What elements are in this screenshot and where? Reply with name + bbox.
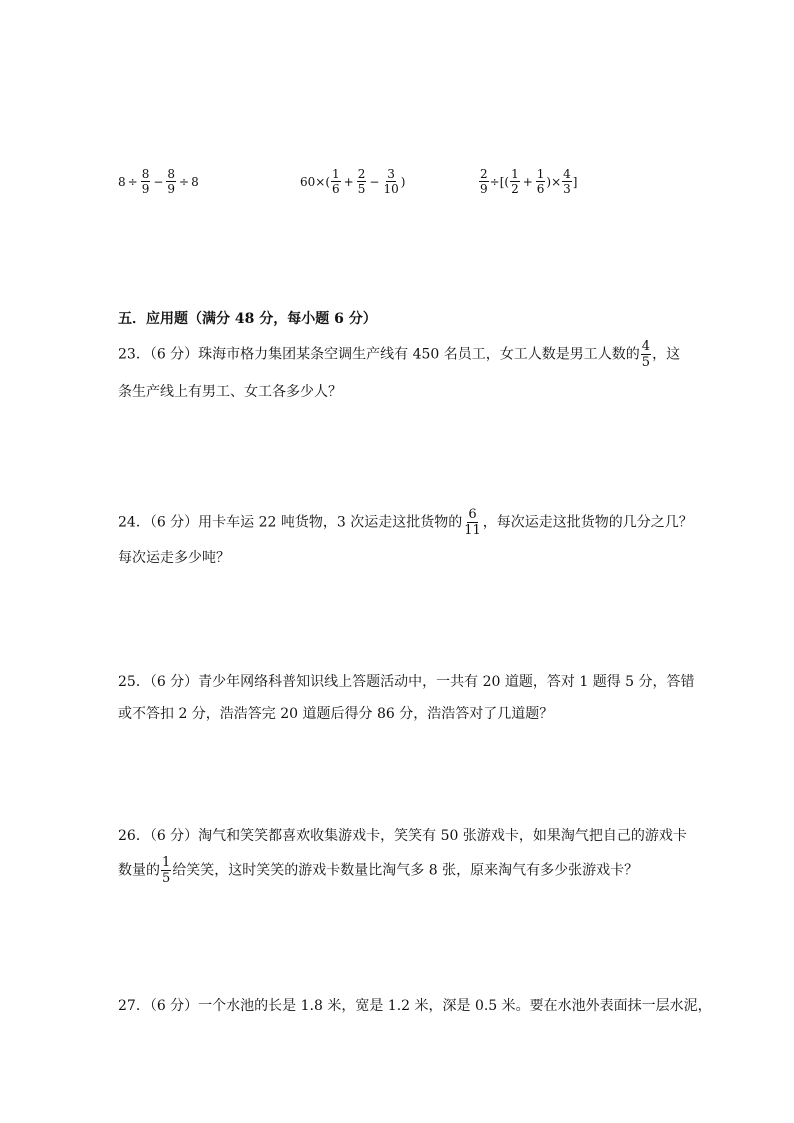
operator: ×(: [315, 174, 331, 189]
operator: )×: [546, 174, 562, 189]
denominator: 10: [383, 182, 399, 196]
numerator: 1: [162, 855, 171, 870]
numerator: 4: [641, 339, 651, 354]
numerator: 6: [468, 507, 477, 522]
operator: −: [369, 174, 380, 189]
fraction: [463, 508, 482, 537]
fraction: [641, 340, 651, 369]
fraction: [357, 168, 367, 195]
question-text: ，这: [652, 346, 681, 363]
operator: +: [522, 174, 533, 189]
operator: −: [153, 174, 164, 189]
denominator: 2: [511, 182, 519, 196]
denominator: 9: [167, 182, 176, 196]
number: 8: [191, 174, 199, 189]
expression-1: [118, 168, 199, 195]
question-23-line-2: 条生产线上有男工、女工各多少人？: [118, 384, 342, 400]
denominator: 5: [162, 871, 171, 886]
operator: ÷: [127, 174, 138, 189]
question-text: 24．（6 分）用卡车运 22 吨货物，3 次运走这批货物的: [118, 514, 463, 531]
numerator: 8: [167, 167, 176, 181]
number: 8: [118, 174, 126, 189]
question-26-line-1: 26．（6 分）淘气和笑笑都喜欢收集游戏卡，笑笑有 50 张游戏卡，如果淘气把自己的游戏卡: [118, 828, 687, 844]
operator: +: [343, 174, 354, 189]
denominator: 5: [641, 355, 651, 370]
fraction: [331, 168, 341, 195]
operator: ]: [572, 174, 578, 189]
fraction: [382, 168, 399, 195]
question-23-line-1: [118, 340, 680, 369]
numerator: 4: [563, 167, 571, 181]
fraction: [479, 168, 489, 195]
question-25-line-2: 或不答扣 2 分，浩浩答完 20 道题后得分 86 分，浩浩答对了几道题？: [118, 706, 554, 722]
question-text: 23．（6 分）珠海市格力集团某条空调生产线有 450 名员工，女工人数是男工人数的: [118, 346, 640, 363]
question-text: 给笑笑，这时笑笑的游戏卡数量比淘气多 8 张，原来淘气有多少张游戏卡？: [172, 862, 639, 879]
denominator: 9: [480, 182, 488, 196]
fraction: [562, 168, 572, 195]
question-text: 数量的: [118, 862, 160, 879]
fraction: [161, 856, 171, 885]
numerator: 1: [536, 167, 545, 181]
expression-3: [478, 168, 577, 195]
question-24-line-2: 每次运走多少吨？: [118, 550, 230, 566]
denominator: 5: [357, 182, 366, 196]
numerator: 8: [141, 167, 150, 181]
denominator: 6: [332, 182, 340, 196]
question-24-line-1: [118, 508, 693, 537]
question-27-line-1: 27．（6 分）一个水池的长是 1.8 米，宽是 1.2 米，深是 0.5 米。要在水池外表面抹一层水泥，: [118, 998, 712, 1014]
operator: ÷: [179, 174, 190, 189]
denominator: 11: [464, 523, 481, 538]
operator: ): [400, 174, 406, 189]
numerator: 2: [480, 167, 488, 181]
question-25-line-1: 25．（6 分）青少年网络科普知识线上答题活动中，一共有 20 道题，答对 1 题得 5 分，答错: [118, 674, 695, 690]
numerator: 3: [387, 167, 395, 181]
denominator: 3: [563, 182, 571, 196]
question-26-line-2: [118, 856, 638, 885]
expression-2: [300, 168, 405, 195]
question-text: ，每次运走这批货物的几分之几？: [482, 514, 693, 531]
fraction: [536, 168, 546, 195]
denominator: 9: [141, 182, 150, 196]
fraction: [141, 168, 151, 195]
section-title: 五．应用题（满分 48 分，每小题 6 分）: [118, 311, 377, 327]
denominator: 6: [536, 182, 545, 196]
fraction: [166, 168, 176, 195]
number: 60: [300, 174, 316, 189]
fraction: [510, 168, 520, 195]
numerator: 1: [511, 167, 519, 181]
numerator: 2: [357, 167, 366, 181]
numerator: 1: [332, 167, 340, 181]
operator: ÷[(: [489, 174, 510, 189]
